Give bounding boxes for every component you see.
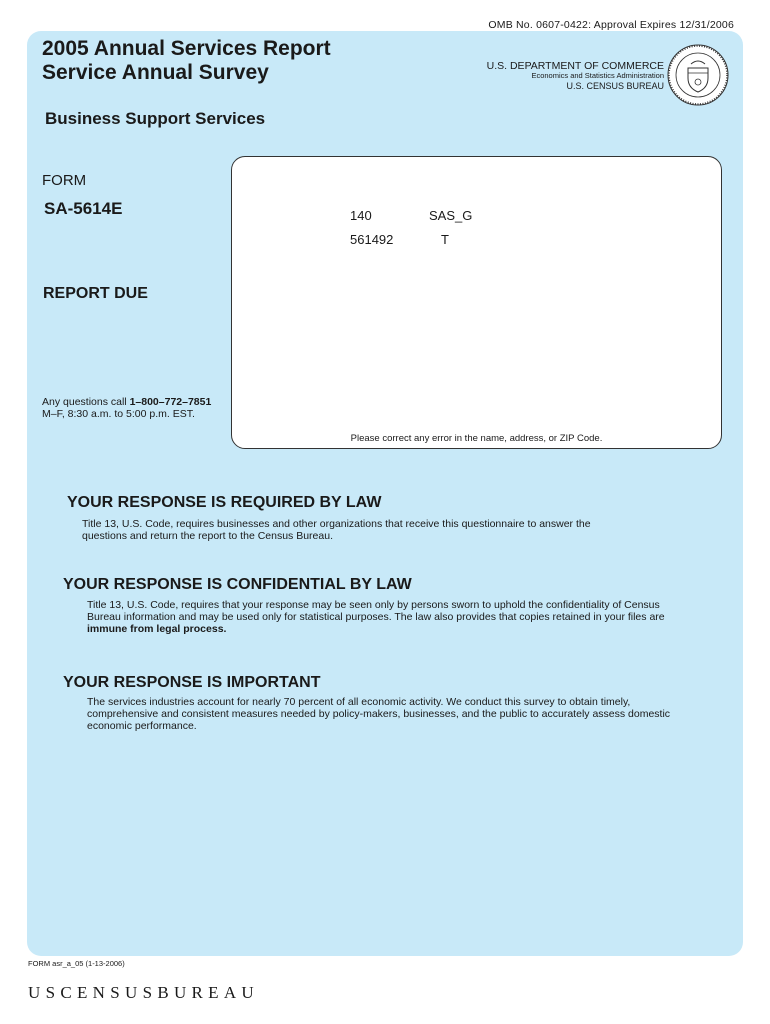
important-line-1: The services industries account for nearly 70 percent of all economic activity. We conduct this survey to obtain timely, <box>87 696 631 708</box>
office-hours: M–F, 8:30 a.m. to 5:00 p.m. EST. <box>42 408 195 420</box>
title-line-2: Service Annual Survey <box>42 61 269 84</box>
form-number: SA-5614E <box>44 199 123 218</box>
address-code-4: T <box>441 232 449 247</box>
confidential-line-1: Title 13, U.S. Code, requires that your response may be seen only by persons sworn to uphold the confidentiality of Census <box>87 599 660 611</box>
agency-line-3: U.S. CENSUS BUREAU <box>566 81 664 91</box>
form-label: FORM <box>42 172 87 189</box>
required-line-1: Title 13, U.S. Code, requires businesses and other organizations that receive this questionnaire to answer the <box>82 518 591 530</box>
department-seal-icon <box>667 44 729 106</box>
address-code-2: SAS_G <box>429 208 473 223</box>
important-line-2: comprehensive and consistent measures needed by policy-makers, businesses, and the public to accurately assess domestic <box>87 708 671 720</box>
address-code-1: 140 <box>350 208 372 223</box>
report-due-label: REPORT DUE <box>43 285 148 302</box>
important-heading: YOUR RESPONSE IS IMPORTANT <box>63 674 321 691</box>
required-by-law-text <box>82 518 591 542</box>
title-line-1: 2005 Annual Services Report <box>42 37 331 60</box>
form-footnote: FORM asr_a_05 (1-13-2006) <box>28 959 125 968</box>
agency-line-1: U.S. DEPARTMENT OF COMMERCE <box>486 60 664 72</box>
mailing-address-box[interactable] <box>231 156 722 449</box>
agency-block <box>487 61 664 91</box>
questions-line <box>42 396 211 408</box>
confidential-line-3: immune from legal process. <box>87 623 227 635</box>
census-bureau-wordmark: USCENSUSBUREAU <box>28 983 260 1002</box>
required-by-law-heading: YOUR RESPONSE IS REQUIRED BY LAW <box>67 494 382 511</box>
important-text <box>87 696 670 732</box>
phone-number: 1–800–772–7851 <box>129 396 212 408</box>
agency-line-2: Economics and Statistics Administration <box>531 71 664 80</box>
form-title <box>42 37 331 85</box>
confidential-line-2: Bureau information and may be used only for statistical purposes. The law also provides that copies retained in your files are <box>87 611 665 623</box>
questions-contact <box>42 396 211 420</box>
questions-text: Any questions call <box>42 396 130 408</box>
required-line-2: questions and return the report to the Census Bureau. <box>82 530 333 542</box>
address-code-3: 561492 <box>350 232 394 247</box>
address-correction-note: Please correct any error in the name, address, or ZIP Code. <box>350 433 603 444</box>
confidential-heading: YOUR RESPONSE IS CONFIDENTIAL BY LAW <box>63 576 412 593</box>
omb-approval-line: OMB No. 0607-0422: Approval Expires 12/31/2006 <box>488 19 734 31</box>
important-line-3: economic performance. <box>87 720 197 732</box>
confidential-text <box>87 599 665 635</box>
survey-subtitle: Business Support Services <box>45 109 266 128</box>
